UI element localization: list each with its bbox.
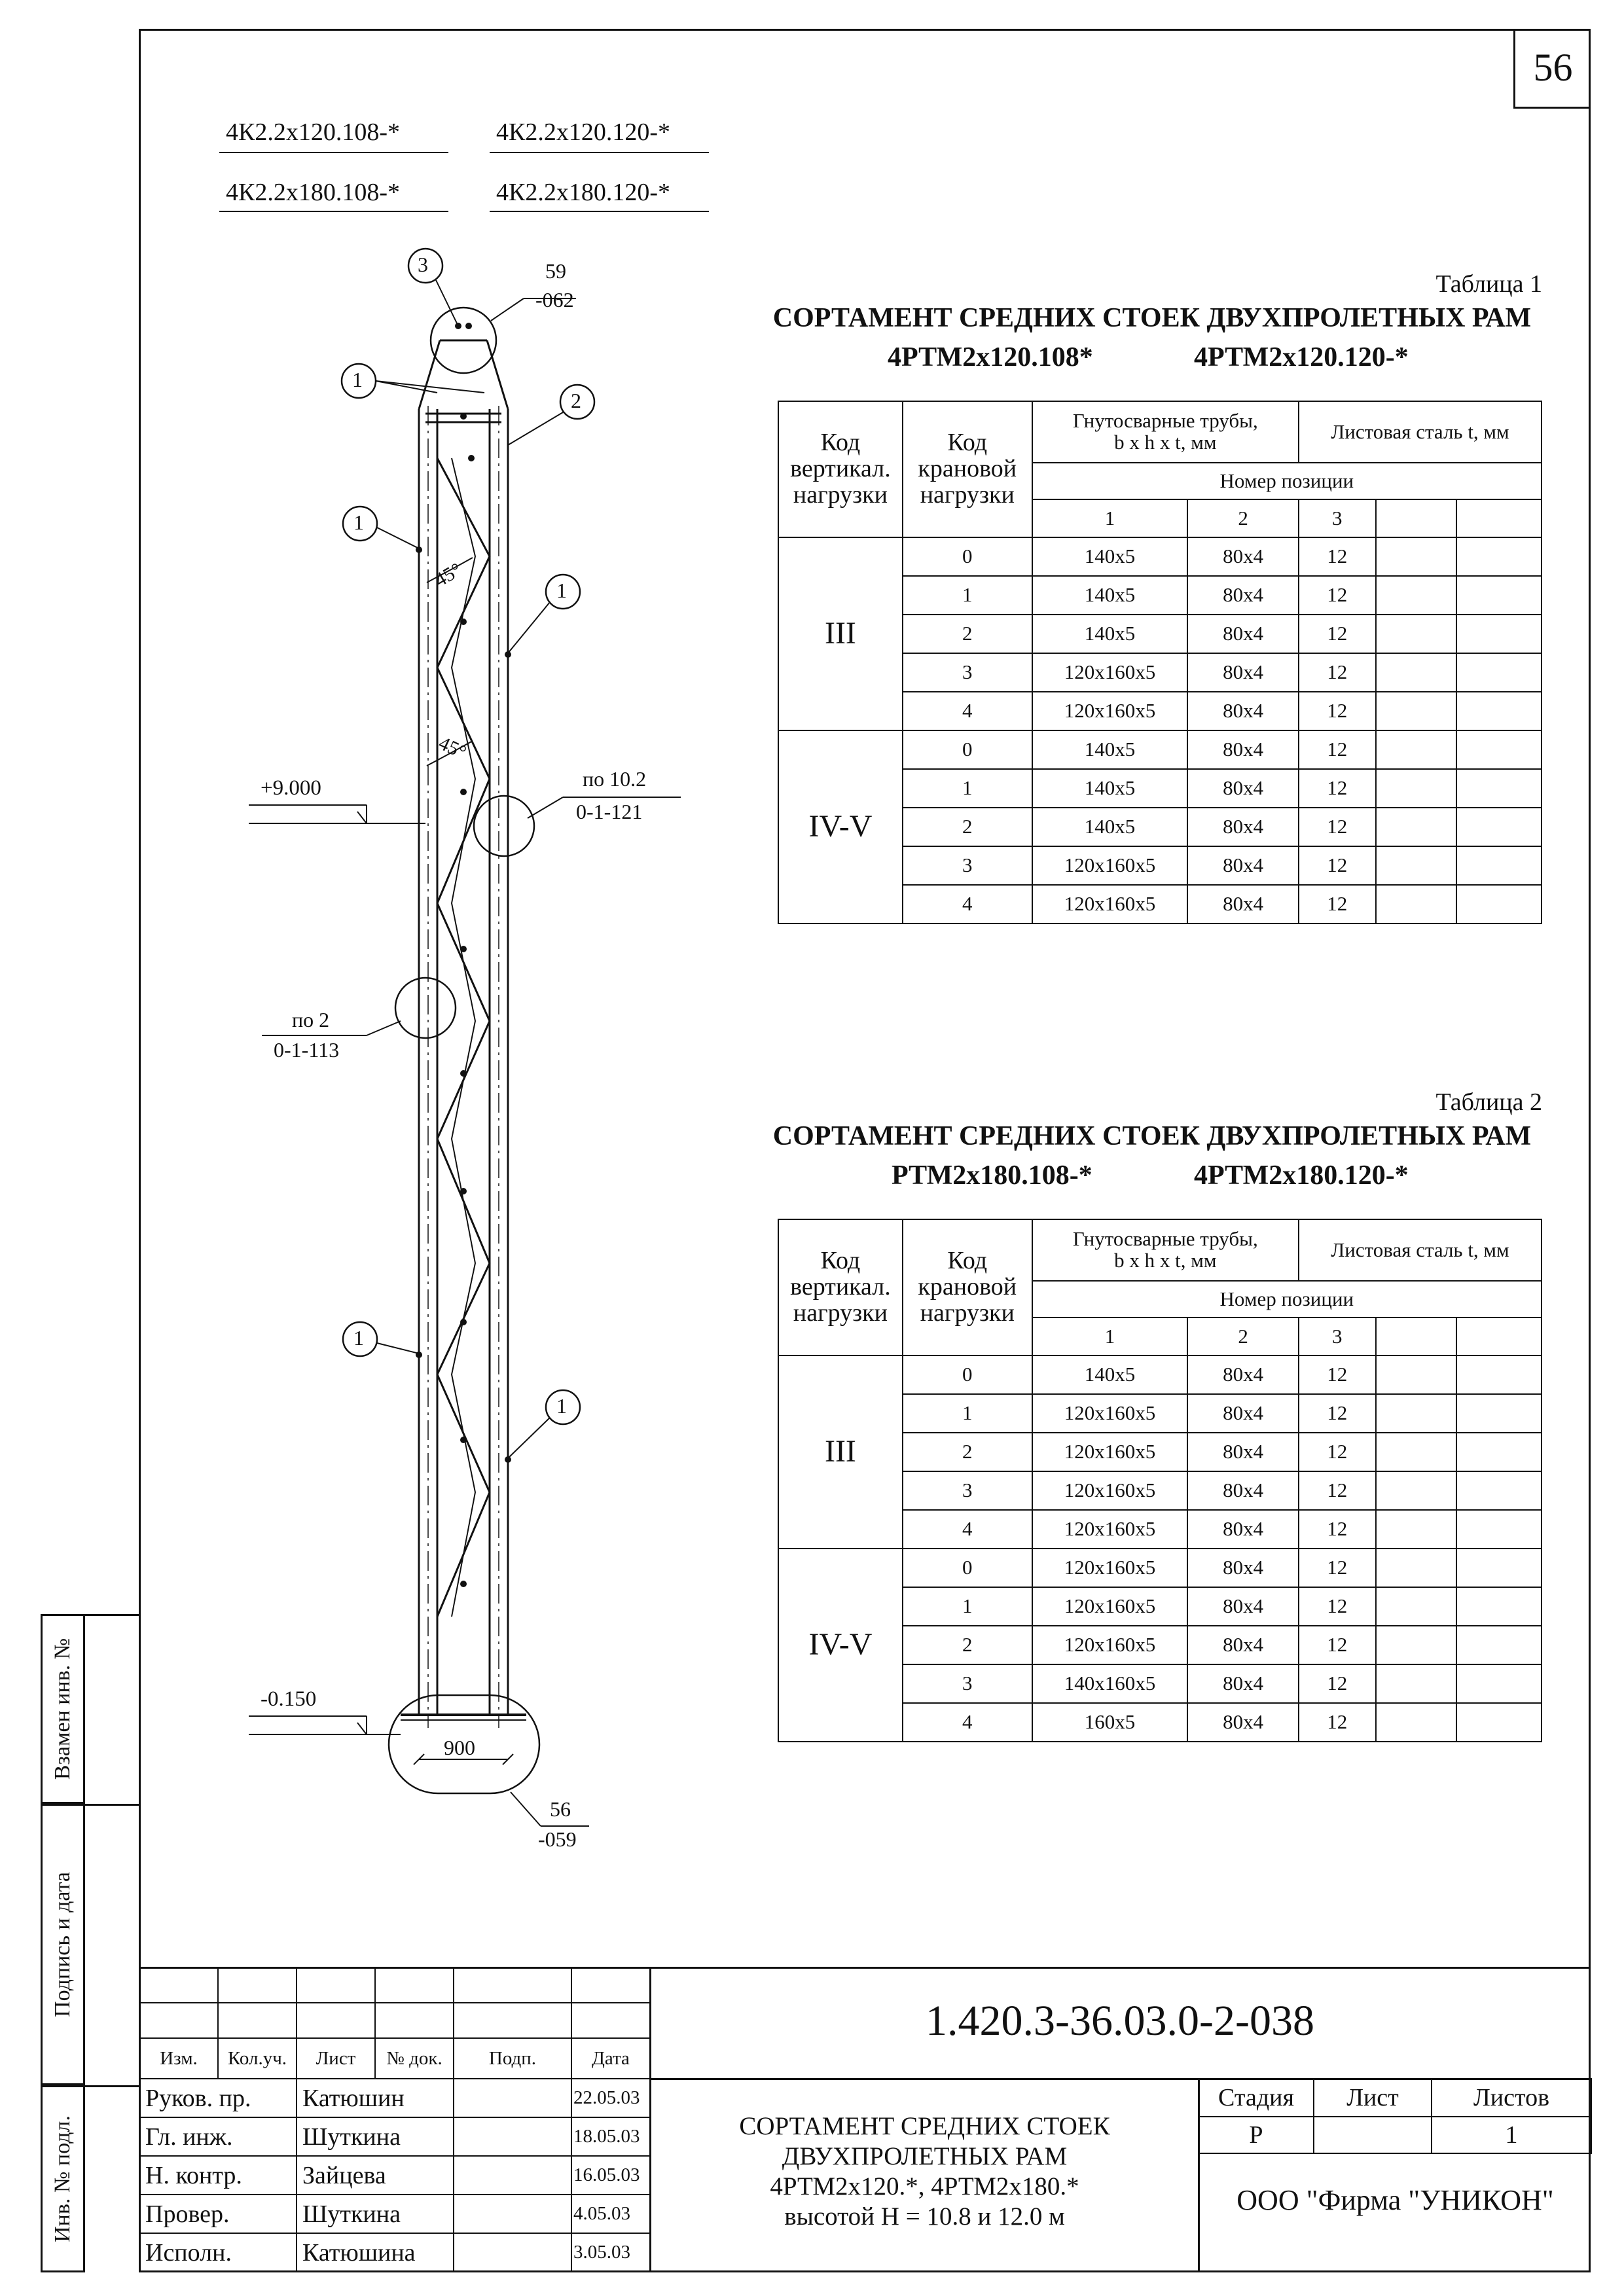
empty-cell xyxy=(1456,537,1542,576)
sheet-pos-3: 12 xyxy=(1299,1587,1376,1626)
callout-1: 1 xyxy=(353,511,364,534)
tube-pos-2: 80x4 xyxy=(1187,692,1299,730)
tube-pos-2: 80x4 xyxy=(1187,730,1299,769)
tube-pos-1: 120x160x5 xyxy=(1032,692,1188,730)
company-name: ООО "Фирма "УНИКОН" xyxy=(1236,2184,1554,2216)
empty-cell xyxy=(1456,885,1542,924)
empty-cell xyxy=(1376,692,1457,730)
crane-code: 2 xyxy=(903,615,1032,653)
empty-cell xyxy=(1376,846,1457,885)
sheets-value: 1 xyxy=(1432,2117,1591,2153)
person-sign xyxy=(454,2156,571,2195)
tube-pos-2: 80x4 xyxy=(1187,653,1299,692)
hdr-position-number: Номер позиции xyxy=(1032,1281,1542,1318)
tube-pos-2: 80x4 xyxy=(1187,1626,1299,1664)
top-ref-number: 59 xyxy=(545,259,566,283)
person-date: 3.05.03 xyxy=(571,2233,650,2272)
tube-pos-2: 80x4 xyxy=(1187,576,1299,615)
stamp-col-list: Лист xyxy=(297,2038,375,2079)
tube-pos-2: 80x4 xyxy=(1187,1664,1299,1703)
empty-cell xyxy=(1376,1664,1457,1703)
stamp-person-row xyxy=(139,2079,650,2117)
stage-value: Р xyxy=(1199,2117,1314,2153)
person-date: 22.05.03 xyxy=(571,2079,650,2117)
crane-code: 2 xyxy=(903,1626,1032,1664)
crane-code: 3 xyxy=(903,846,1032,885)
dimension-900: 900 xyxy=(444,1736,475,1759)
tube-pos-1: 140x5 xyxy=(1032,576,1188,615)
tube-pos-1: 140x5 xyxy=(1032,1355,1188,1394)
empty-cell xyxy=(1456,692,1542,730)
crane-code: 4 xyxy=(903,692,1032,730)
empty-cell xyxy=(1376,1549,1457,1587)
person-sign xyxy=(454,2195,571,2233)
stamp-left xyxy=(139,1967,651,2079)
level-top: +9.000 xyxy=(261,776,321,800)
empty-cell xyxy=(1376,1587,1457,1626)
group-code: IV-V xyxy=(778,730,903,924)
tube-pos-2: 80x4 xyxy=(1187,1510,1299,1549)
person-role: Н. контр. xyxy=(139,2156,297,2195)
sheet-pos-3: 12 xyxy=(1299,1394,1376,1433)
hdr-code-vertical: Код вертикал. нагрузки xyxy=(778,1219,903,1355)
person-sign xyxy=(454,2079,571,2117)
tube-pos-2: 80x4 xyxy=(1187,1471,1299,1510)
empty-cell xyxy=(1456,808,1542,846)
crane-code: 4 xyxy=(903,885,1032,924)
hdr-sheet: Листовая сталь t, мм xyxy=(1299,401,1542,463)
top-ref-code: -062 xyxy=(535,288,574,312)
table-row xyxy=(778,537,1542,576)
bottom-ref-number: 56 xyxy=(550,1797,571,1821)
callout-1: 1 xyxy=(556,1394,567,1418)
sheet-pos-3: 12 xyxy=(1299,1549,1376,1587)
callout-1: 1 xyxy=(353,1326,364,1350)
side-replace-inv: Взамен инв. № xyxy=(41,1614,85,1804)
tube-pos-1: 140x160x5 xyxy=(1032,1664,1188,1703)
table-row xyxy=(778,1549,1542,1587)
person-sign xyxy=(454,2117,571,2156)
sheet-pos-3: 12 xyxy=(1299,537,1376,576)
page-number: 56 xyxy=(1513,29,1591,109)
side-connector xyxy=(85,2085,139,2087)
empty-cell xyxy=(1456,1394,1542,1433)
empty-cell xyxy=(1456,653,1542,692)
tube-pos-2: 80x4 xyxy=(1187,1587,1299,1626)
table2-title: СОРТАМЕНТ СРЕДНИХ СТОЕК ДВУХПРОЛЕТНЫХ РАМ xyxy=(772,1121,1532,1151)
stamp-person-row xyxy=(139,2233,650,2272)
sheets-label: Листов xyxy=(1432,2079,1591,2117)
sheet-label: Лист xyxy=(1314,2079,1432,2117)
hdr-pos-3: 3 xyxy=(1299,499,1376,537)
callout-3: 3 xyxy=(418,253,428,276)
crane-code: 0 xyxy=(903,1549,1032,1587)
table2 xyxy=(778,1219,1542,1742)
mark-2: 4К2.2x120.120-* xyxy=(496,118,670,146)
empty-cell xyxy=(1456,730,1542,769)
group-code: IV-V xyxy=(778,1549,903,1742)
tube-pos-1: 120x160x5 xyxy=(1032,1549,1188,1587)
empty-cell xyxy=(1376,1355,1457,1394)
person-role: Исполн. xyxy=(139,2233,297,2272)
tube-pos-2: 80x4 xyxy=(1187,808,1299,846)
callout-1: 1 xyxy=(556,579,567,602)
tube-pos-2: 80x4 xyxy=(1187,615,1299,653)
empty-cell xyxy=(1456,1355,1542,1394)
sheet-pos-3: 12 xyxy=(1299,1433,1376,1471)
angle-label: 45° xyxy=(435,732,470,764)
side-inv-orig: Инв. № подл. xyxy=(41,2085,85,2272)
hdr-pos-2: 2 xyxy=(1187,499,1299,537)
table1-subtitle-b: 4РТМ2x120.120-* xyxy=(1194,342,1409,372)
stamp-title: СОРТАМЕНТ СРЕДНИХ СТОЕК ДВУХПРОЛЕТНЫХ РАМ 4РТМ2x120.*, 4РТМ2x180.* высотой Н = 10.8 и 12.0 м xyxy=(739,2112,1110,2231)
ref-right-number: по 10.2 xyxy=(583,767,647,791)
tube-pos-1: 120x160x5 xyxy=(1032,1510,1188,1549)
stage-label: Стадия xyxy=(1199,2079,1314,2117)
tube-pos-1: 140x5 xyxy=(1032,537,1188,576)
tube-pos-1: 140x5 xyxy=(1032,808,1188,846)
tube-pos-2: 80x4 xyxy=(1187,537,1299,576)
hdr-position-number: Номер позиции xyxy=(1032,463,1542,499)
callout-2: 2 xyxy=(571,389,581,412)
empty-cell xyxy=(1376,808,1457,846)
bottom-ref-code: -059 xyxy=(538,1827,577,1851)
person-name: Катюшин xyxy=(297,2079,454,2117)
tube-pos-2: 80x4 xyxy=(1187,1433,1299,1471)
column-drawing xyxy=(0,0,753,1898)
table2-subtitle-a: РТМ2x180.108-* xyxy=(892,1160,1092,1191)
tube-pos-1: 120x160x5 xyxy=(1032,885,1188,924)
crane-code: 3 xyxy=(903,1664,1032,1703)
tube-pos-2: 80x4 xyxy=(1187,769,1299,808)
tube-pos-1: 120x160x5 xyxy=(1032,1587,1188,1626)
empty-cell xyxy=(1456,1433,1542,1471)
stamp-col-sign: Подп. xyxy=(454,2038,571,2079)
sheet-pos-3: 12 xyxy=(1299,653,1376,692)
tube-pos-2: 80x4 xyxy=(1187,846,1299,885)
crane-code: 1 xyxy=(903,1394,1032,1433)
hdr-pos-3: 3 xyxy=(1299,1318,1376,1355)
sheet-pos-3: 12 xyxy=(1299,808,1376,846)
crane-code: 0 xyxy=(903,730,1032,769)
stamp-person-row xyxy=(139,2156,650,2195)
person-name: Шуткина xyxy=(297,2195,454,2233)
empty-cell xyxy=(1376,1703,1457,1742)
ref-right-code: 0-1-121 xyxy=(576,800,643,823)
tube-pos-2: 80x4 xyxy=(1187,1394,1299,1433)
empty-cell xyxy=(1456,1471,1542,1510)
hdr-pos-2: 2 xyxy=(1187,1318,1299,1355)
side-connector xyxy=(85,1804,139,1806)
side-sign-date: Подпись и дата xyxy=(41,1804,85,2085)
hdr-tubes: Гнутосварные трубы, b x h x t, мм xyxy=(1032,1219,1299,1281)
empty-cell xyxy=(1456,576,1542,615)
empty-cell xyxy=(1376,576,1457,615)
empty-cell xyxy=(1376,653,1457,692)
person-role: Руков. пр. xyxy=(139,2079,297,2117)
tube-pos-1: 140x5 xyxy=(1032,615,1188,653)
stamp-people xyxy=(139,2078,651,2272)
table2-caption: Таблица 2 xyxy=(1435,1088,1542,1116)
table1-subtitle-a: 4РТМ2x120.108* xyxy=(888,342,1093,372)
empty-cell xyxy=(1376,1626,1457,1664)
tube-pos-2: 80x4 xyxy=(1187,1355,1299,1394)
stamp-stage-table xyxy=(1198,2078,1592,2154)
hdr-pos-1: 1 xyxy=(1032,1318,1188,1355)
crane-code: 3 xyxy=(903,653,1032,692)
tube-pos-1: 140x5 xyxy=(1032,769,1188,808)
level-bottom: -0.150 xyxy=(261,1687,317,1711)
doc-code: 1.420.3-36.03.0-2-038 xyxy=(926,1997,1314,2045)
person-date: 4.05.03 xyxy=(571,2195,650,2233)
person-role: Гл. инж. xyxy=(139,2117,297,2156)
person-sign xyxy=(454,2233,571,2272)
person-date: 16.05.03 xyxy=(571,2156,650,2195)
empty-cell xyxy=(1456,615,1542,653)
empty-cell xyxy=(1456,1587,1542,1626)
stamp-col-doc: № док. xyxy=(375,2038,454,2079)
crane-code: 4 xyxy=(903,1510,1032,1549)
table1-title: СОРТАМЕНТ СРЕДНИХ СТОЕК ДВУХПРОЛЕТНЫХ РАМ xyxy=(772,303,1532,333)
empty-cell xyxy=(1456,1549,1542,1587)
mark-3: 4К2.2x180.108-* xyxy=(226,179,400,206)
empty-cell xyxy=(1376,1510,1457,1549)
stamp-person-row xyxy=(139,2195,650,2233)
tube-pos-1: 120x160x5 xyxy=(1032,1433,1188,1471)
person-role: Провер. xyxy=(139,2195,297,2233)
table-row xyxy=(778,730,1542,769)
crane-code: 1 xyxy=(903,576,1032,615)
crane-code: 3 xyxy=(903,1471,1032,1510)
crane-code: 1 xyxy=(903,769,1032,808)
tube-pos-1: 120x160x5 xyxy=(1032,1394,1188,1433)
empty-cell xyxy=(1376,885,1457,924)
callout-1: 1 xyxy=(352,368,363,391)
empty-cell xyxy=(1376,1394,1457,1433)
sheet-pos-3: 12 xyxy=(1299,576,1376,615)
tube-pos-1: 120x160x5 xyxy=(1032,1471,1188,1510)
empty-cell xyxy=(1456,1626,1542,1664)
person-name: Шуткина xyxy=(297,2117,454,2156)
empty-cell xyxy=(1376,1471,1457,1510)
table1-caption: Таблица 1 xyxy=(1435,270,1542,298)
sheet-pos-3: 12 xyxy=(1299,615,1376,653)
tube-pos-1: 160x5 xyxy=(1032,1703,1188,1742)
person-name: Катюшина xyxy=(297,2233,454,2272)
table1 xyxy=(778,401,1542,924)
ref-left-number: по 2 xyxy=(292,1008,330,1031)
hdr-tubes: Гнутосварные трубы, b x h x t, мм xyxy=(1032,401,1299,463)
sheet-pos-3: 12 xyxy=(1299,1355,1376,1394)
tube-pos-2: 80x4 xyxy=(1187,885,1299,924)
empty-cell xyxy=(1376,537,1457,576)
group-code: III xyxy=(778,1355,903,1549)
hdr-code-crane: Код крановой нагрузки xyxy=(903,401,1032,537)
tube-pos-2: 80x4 xyxy=(1187,1549,1299,1587)
side-connector xyxy=(85,1614,139,1616)
sheet-pos-3: 12 xyxy=(1299,846,1376,885)
stamp-col-kolvo: Кол.уч. xyxy=(218,2038,297,2079)
hdr-code-vertical: Код вертикал. нагрузки xyxy=(778,401,903,537)
tube-pos-1: 120x160x5 xyxy=(1032,653,1188,692)
sheet-pos-3: 12 xyxy=(1299,1626,1376,1664)
sheet-pos-3: 12 xyxy=(1299,730,1376,769)
ref-left-code: 0-1-113 xyxy=(274,1038,340,1062)
sheet-pos-3: 12 xyxy=(1299,885,1376,924)
person-name: Зайцева xyxy=(297,2156,454,2195)
empty-cell xyxy=(1456,1510,1542,1549)
tube-pos-1: 140x5 xyxy=(1032,730,1188,769)
tube-pos-2: 80x4 xyxy=(1187,1703,1299,1742)
stamp-col-izm: Изм. xyxy=(139,2038,218,2079)
empty-cell xyxy=(1456,1664,1542,1703)
empty-cell xyxy=(1376,1433,1457,1471)
sheet-value xyxy=(1314,2117,1432,2153)
crane-code: 2 xyxy=(903,808,1032,846)
hdr-sheet: Листовая сталь t, мм xyxy=(1299,1219,1542,1281)
table2-subtitle-b: 4РТМ2x180.120-* xyxy=(1194,1160,1409,1191)
sheet-pos-3: 12 xyxy=(1299,1510,1376,1549)
hdr-code-crane: Код крановой нагрузки xyxy=(903,1219,1032,1355)
tube-pos-1: 120x160x5 xyxy=(1032,846,1188,885)
empty-cell xyxy=(1376,769,1457,808)
empty-cell xyxy=(1376,615,1457,653)
person-date: 18.05.03 xyxy=(571,2117,650,2156)
empty-cell xyxy=(1376,730,1457,769)
hdr-pos-1: 1 xyxy=(1032,499,1188,537)
mark-1: 4К2.2x120.108-* xyxy=(226,118,400,146)
stamp-person-row xyxy=(139,2117,650,2156)
empty-cell xyxy=(1456,1703,1542,1742)
angle-label: 45° xyxy=(431,558,466,592)
crane-code: 0 xyxy=(903,1355,1032,1394)
table-row xyxy=(778,1355,1542,1394)
sheet-pos-3: 12 xyxy=(1299,769,1376,808)
sheet-pos-3: 12 xyxy=(1299,1664,1376,1703)
crane-code: 0 xyxy=(903,537,1032,576)
crane-code: 1 xyxy=(903,1587,1032,1626)
sheet-pos-3: 12 xyxy=(1299,692,1376,730)
crane-code: 4 xyxy=(903,1703,1032,1742)
sheet-pos-3: 12 xyxy=(1299,1471,1376,1510)
empty-cell xyxy=(1456,769,1542,808)
tube-pos-1: 120x160x5 xyxy=(1032,1626,1188,1664)
crane-code: 2 xyxy=(903,1433,1032,1471)
group-code: III xyxy=(778,537,903,730)
mark-4: 4К2.2x180.120-* xyxy=(496,179,670,206)
sheet-pos-3: 12 xyxy=(1299,1703,1376,1742)
stamp-col-date: Дата xyxy=(571,2038,650,2079)
empty-cell xyxy=(1456,846,1542,885)
